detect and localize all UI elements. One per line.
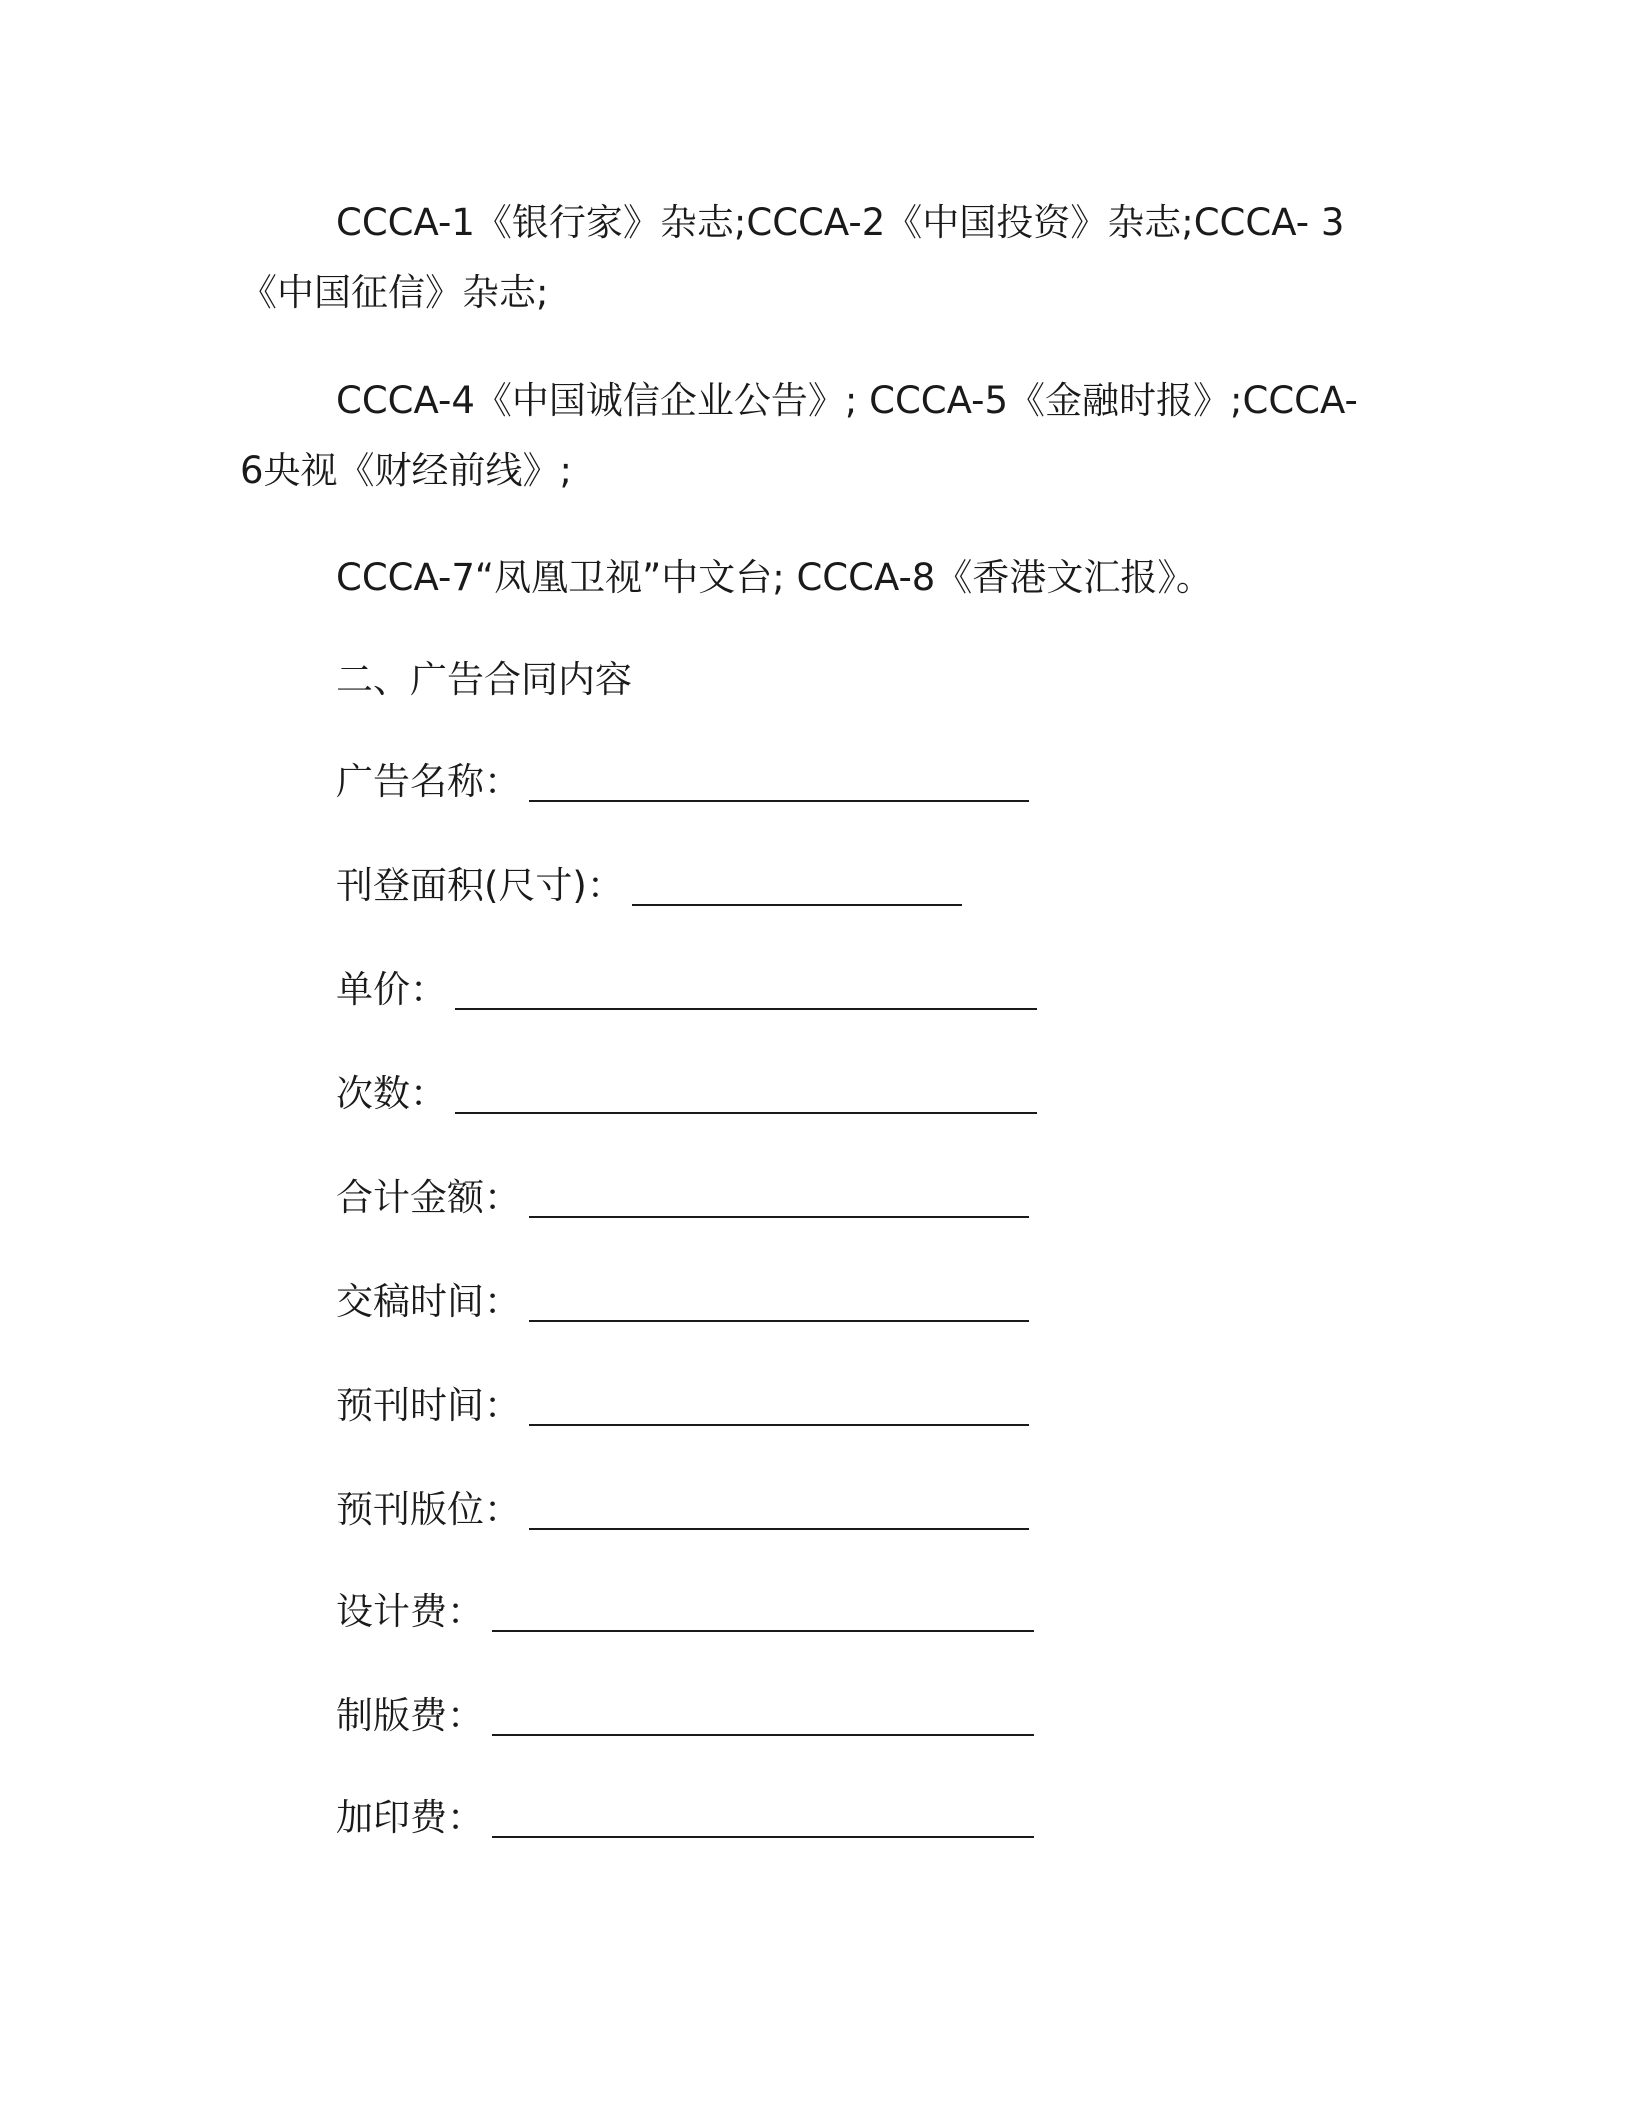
field-blank-line[interactable] — [529, 1280, 1029, 1322]
media-list-paragraph-1: CCCA-1《银行家》杂志;CCCA-2《中国投资》杂志;CCCA- 3《中国征信》杂志; — [240, 201, 1345, 314]
field-blank-line[interactable] — [632, 864, 962, 906]
field-blank-line[interactable] — [492, 1796, 1034, 1838]
field-blank-line[interactable] — [529, 760, 1029, 802]
field-label: 预刊版位： — [336, 1488, 521, 1531]
field-label: 预刊时间： — [336, 1384, 521, 1427]
field-label: 制版费： — [336, 1694, 484, 1737]
field-ad-size — [336, 860, 962, 912]
field-blank-line[interactable] — [529, 1488, 1029, 1530]
section-heading: 二、广告合同内容 — [336, 658, 632, 701]
field-label: 广告名称： — [336, 760, 521, 803]
field-submit-time — [336, 1276, 1029, 1328]
field-label: 交稿时间： — [336, 1280, 521, 1323]
field-plate-fee — [336, 1690, 1034, 1742]
field-label: 单价： — [336, 968, 447, 1011]
field-total-amount — [336, 1172, 1029, 1224]
field-publish-position — [336, 1484, 1029, 1536]
field-label: 刊登面积(尺寸)： — [336, 864, 624, 907]
field-ad-name — [336, 756, 1029, 808]
field-blank-line[interactable] — [492, 1694, 1034, 1736]
field-reprint-fee — [336, 1792, 1034, 1844]
media-list-paragraph-3: CCCA-7“凤凰卫视”中文台; CCCA-8《香港文汇报》。 — [336, 556, 1213, 599]
field-unit-price — [336, 964, 1037, 1016]
field-publish-time — [336, 1380, 1029, 1432]
field-label: 次数： — [336, 1072, 447, 1115]
field-blank-line[interactable] — [529, 1384, 1029, 1426]
field-label: 合计金额： — [336, 1176, 521, 1219]
field-blank-line[interactable] — [455, 968, 1037, 1010]
field-label: 加印费： — [336, 1796, 484, 1839]
field-times — [336, 1068, 1037, 1120]
field-blank-line[interactable] — [455, 1072, 1037, 1114]
field-blank-line[interactable] — [529, 1176, 1029, 1218]
field-design-fee — [336, 1586, 1034, 1638]
field-blank-line[interactable] — [492, 1590, 1034, 1632]
media-list-paragraph-2: CCCA-4《中国诚信企业公告》; CCCA-5《金融时报》;CCCA-6央视《财经前线》; — [240, 379, 1358, 492]
field-label: 设计费： — [336, 1590, 484, 1633]
